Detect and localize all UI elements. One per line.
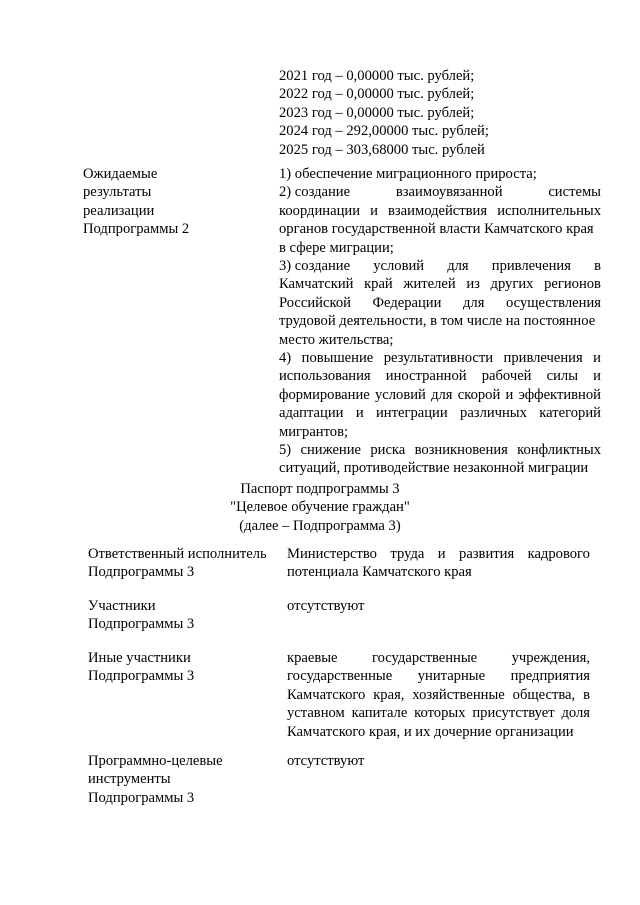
- expected-results-line: [279, 202, 601, 220]
- expected-results-line-word: эффективной: [518, 386, 601, 403]
- passport-row-value-word: краевые: [287, 650, 338, 666]
- passport-row-value-word: края,: [373, 686, 405, 703]
- passport-subtitle: (далее – Подпрограмма 3): [239, 517, 401, 534]
- expected-results-label-2: результаты: [83, 184, 152, 201]
- expected-results-line: [279, 183, 601, 201]
- expected-results-line: [279, 441, 601, 459]
- funding-2021: 2021 год – 0,00000 тыс. рублей;: [279, 68, 475, 84]
- passport-row-value-word: общества,: [512, 686, 576, 703]
- passport-row-value: [287, 545, 590, 563]
- passport-row-value-word: труда: [390, 546, 425, 562]
- expected-results-line-word: снижение: [300, 442, 362, 458]
- passport-row-value: потенциала Камчатского края: [287, 564, 472, 581]
- passport-row-label: Программно-целевые: [88, 753, 223, 769]
- expected-results-line-word: системы: [548, 184, 601, 201]
- expected-results-line-word: взаимоувязанной: [395, 184, 503, 201]
- passport-row-value-word: унитарные: [417, 668, 486, 685]
- expected-results-line-word: осуществления: [506, 294, 601, 311]
- expected-results-line: трудовой деятельности, в том числе на постоянное: [279, 313, 596, 330]
- expected-results-label-1: Ожидаемые: [83, 166, 158, 182]
- expected-results-line-word: силы: [546, 368, 579, 385]
- expected-results-line-word: для: [463, 294, 485, 311]
- passport-title: Паспорт подпрограммы 3: [240, 481, 400, 497]
- expected-results-line: [279, 257, 601, 275]
- expected-results-line-word: различных: [460, 405, 527, 422]
- passport-row-value-word: капитале: [351, 705, 408, 722]
- expected-results-line-word: интеграции: [376, 405, 448, 422]
- expected-results-line: [279, 367, 601, 385]
- expected-results-line: [279, 294, 601, 312]
- expected-results-line-word: 4): [279, 350, 292, 366]
- expected-results-line-word: использования: [279, 368, 371, 385]
- passport-row-value-word: и: [437, 546, 446, 562]
- expected-results-line-word: Федерации: [372, 294, 442, 311]
- expected-results-line-word: регионов: [544, 276, 601, 293]
- expected-results-label-3: реализации: [83, 202, 155, 219]
- passport-row-value-word: учреждения,: [511, 650, 590, 666]
- passport-row-value-word: хозяйственные: [412, 686, 505, 703]
- passport-row-value-word: доля: [561, 705, 590, 722]
- expected-results-line: ситуаций, противодействие незаконной миграции: [279, 460, 589, 477]
- expected-results-line: органов государственной власти Камчатского края: [279, 221, 594, 238]
- expected-results-line-word: привлечения: [503, 350, 583, 366]
- passport-row-value: Камчатского края, и их дочерние организации: [287, 723, 574, 740]
- expected-results-line-word: координации: [279, 202, 360, 219]
- passport-row-label: инструменты: [88, 771, 171, 788]
- expected-results-line: [279, 404, 601, 422]
- expected-results-line-word: условий: [374, 386, 426, 403]
- funding-2022: 2022 год – 0,00000 тыс. рублей;: [279, 86, 475, 103]
- expected-results-line-word: конфликтных: [517, 442, 601, 458]
- passport-row-label: Ответственный исполнитель: [88, 546, 267, 562]
- passport-row-value: [287, 649, 590, 667]
- passport-row-label: Участники: [88, 598, 156, 614]
- expected-results-line-word: привлечения: [491, 258, 571, 274]
- expected-results-line-word: и: [355, 405, 364, 422]
- passport-row-label: Подпрограммы 3: [88, 668, 195, 685]
- passport-row-value-word: в: [583, 686, 590, 703]
- passport-row-value: [287, 686, 590, 704]
- expected-results-line-word: других: [490, 276, 534, 293]
- expected-results-line-word: взаимодействия: [388, 202, 488, 219]
- expected-results-line-word: край: [364, 276, 393, 293]
- funding-2023: 2023 год – 0,00000 тыс. рублей;: [279, 104, 475, 121]
- passport-row-value-word: кадрового: [527, 546, 590, 562]
- expected-results-line-word: повышение: [301, 350, 374, 366]
- expected-results-line-word: адаптации: [279, 405, 344, 422]
- expected-results-line-word: из: [466, 276, 480, 293]
- subprogram-name: "Целевое обучение граждан": [230, 499, 410, 516]
- expected-results-label-4: Подпрограммы 2: [83, 221, 190, 238]
- passport-row-value: отсутствуют: [287, 598, 365, 614]
- expected-results-line-word: жителей: [403, 276, 456, 293]
- expected-results-line: мигрантов;: [279, 423, 349, 440]
- expected-results-line-word: Камчатский: [279, 276, 354, 293]
- passport-row-value-word: государственные: [371, 650, 478, 666]
- expected-results-line-word: и: [505, 386, 514, 403]
- passport-row-label: Иные участники: [88, 650, 191, 666]
- expected-results-line-word: 5): [279, 442, 292, 458]
- passport-row-value: отсутствуют: [287, 753, 365, 769]
- passport-row-value-word: государственные: [287, 668, 393, 685]
- expected-results-line-word: иностранной: [385, 368, 467, 385]
- expected-results-line-word: условий: [373, 258, 425, 274]
- expected-results-line-word: 3) создание: [279, 258, 351, 274]
- expected-results-line-word: и: [370, 202, 378, 219]
- passport-row-value-word: уставном: [287, 705, 345, 722]
- passport-row-label: Подпрограммы 3: [88, 564, 195, 581]
- expected-results-line-word: для: [431, 386, 453, 403]
- expected-results-line-word: формирование: [279, 386, 370, 403]
- expected-results-line: 1) обеспечение миграционного прироста;: [279, 166, 537, 182]
- passport-row-label: Подпрограммы 3: [88, 616, 195, 633]
- expected-results-line-word: и: [593, 350, 601, 366]
- funding-2024: 2024 год – 292,00000 тыс. рублей;: [279, 123, 489, 140]
- passport-row-value: [287, 704, 590, 722]
- expected-results-line-word: скорой: [457, 386, 501, 403]
- passport-row-value-word: Министерство: [287, 546, 377, 562]
- passport-row-value-word: которых: [414, 705, 466, 722]
- expected-results-line-word: и: [593, 368, 601, 385]
- passport-row-value-word: присутствует: [472, 705, 555, 722]
- expected-results-line: [279, 386, 601, 404]
- expected-results-line-word: исполнительных: [497, 202, 601, 219]
- expected-results-line-word: результативности: [383, 350, 494, 366]
- passport-row-value-word: развития: [459, 546, 515, 562]
- expected-results-line: место жительства;: [279, 331, 394, 348]
- expected-results-line-word: для: [447, 258, 469, 274]
- expected-results-line-word: категорий: [539, 405, 601, 422]
- expected-results-line-word: 2) создание: [279, 184, 351, 201]
- expected-results-line: [279, 349, 601, 367]
- expected-results-line-word: рабочей: [481, 368, 532, 385]
- expected-results-line-word: возникновения: [414, 442, 508, 458]
- passport-row-label: Подпрограммы 3: [88, 789, 195, 806]
- expected-results-line: [279, 275, 601, 293]
- passport-row-value: [287, 667, 590, 685]
- funding-2025: 2025 год – 303,68000 тыс. рублей: [279, 141, 485, 158]
- expected-results-line-word: Российской: [279, 294, 351, 311]
- expected-results-line-word: риска: [370, 442, 406, 458]
- passport-row-value-word: Камчатского: [287, 686, 366, 703]
- passport-row-value-word: предприятия: [510, 668, 590, 685]
- expected-results-line-word: в: [594, 258, 601, 274]
- expected-results-line: в сфере миграции;: [279, 239, 394, 256]
